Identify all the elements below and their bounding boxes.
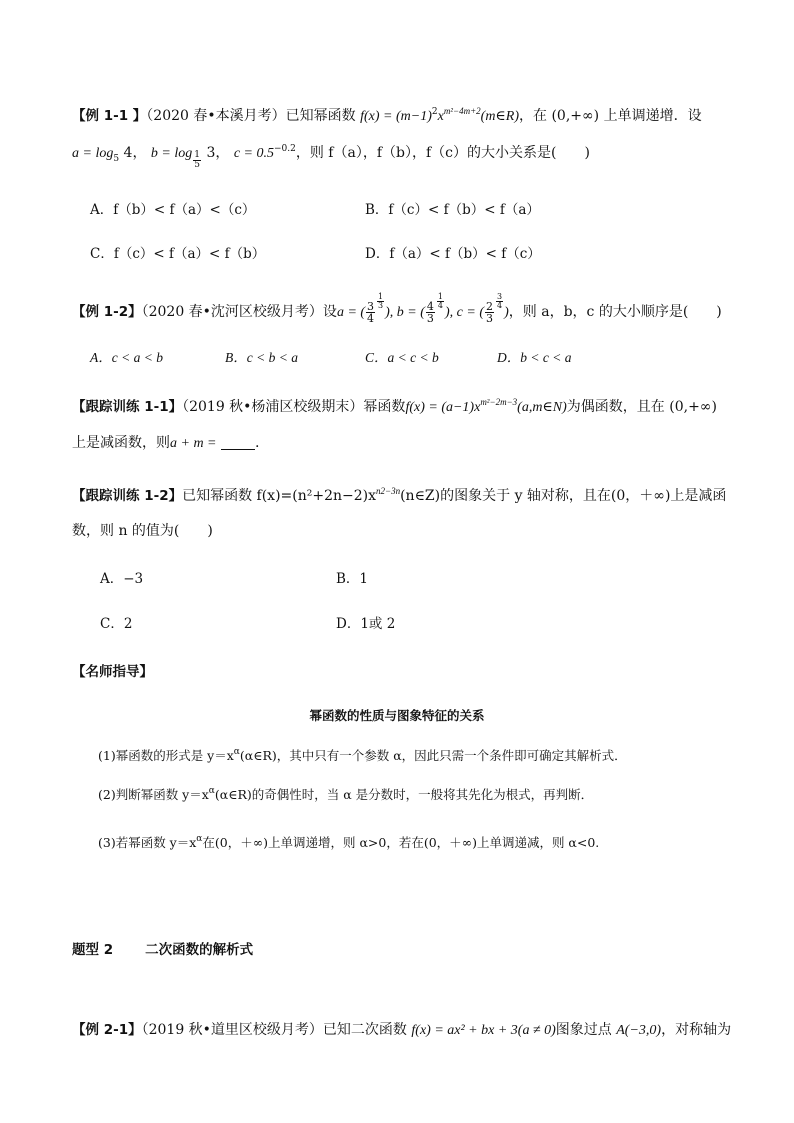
fraction: $\frac{4}{3}$ xyxy=(426,299,434,325)
example-tag: 【例 1-1 】 xyxy=(72,108,147,124)
example-source: （2020 春•沈河区校级月考）设 xyxy=(141,304,337,320)
example-1-1-line-2: $a = \log_5 4$， b = log $\frac{1}{5}$ 3， $c = 0.5^{-0.2}$，则 f（a），f（b），f（c）的大小关系是( ) xyxy=(72,144,590,170)
fraction: $\frac{3}{4}$ xyxy=(367,299,375,325)
training-tag: 【跟踪训练 1-1】 xyxy=(72,399,183,415)
answer-blank xyxy=(221,435,255,450)
option-a: A．f（b）< f（a）<（c） xyxy=(90,202,256,218)
question-text: ，则 f（a），f（b），f（c）的大小关系是( ) xyxy=(295,145,590,161)
example-tag: 【例 2-1】 xyxy=(72,1022,142,1038)
option-c: C．2 xyxy=(100,616,133,632)
option-c: C．f（c）< f（a）< f（b） xyxy=(90,246,266,262)
option-b: B．1 xyxy=(336,571,369,587)
example-1-2-line: 【例 1-2】（2020 春•沈河区校级月考）设a = ( $\frac{3}{4}$ $\frac{1}{3}$ ), b = ( $\frac{4}{3}$ $\frac{1}{4}$ ), c = ( $\frac{2}{3}$ $\frac{3}{4}$ )，则 a，b，c 的大小顺序是( ) xyxy=(72,292,722,325)
example-2-1-line: 【例 2-1】（2019 秋•道里区校级月考）已知二次函数 f(x) = ax² + bx + 3(a ≠ 0)图象过点 A(−3,0)，对称轴为 xyxy=(72,1022,732,1038)
exponent-fraction: $\frac{1}{4}$ xyxy=(437,292,444,310)
option-d: D．1或 2 xyxy=(336,616,396,632)
condition-text: ，在 (0,+∞) 上单调递增．设 xyxy=(519,108,702,124)
option-d: D．f（a）< f（b）< f（c） xyxy=(365,246,541,262)
section-label: 题型 2 xyxy=(72,942,114,958)
option-c: C．a < c < b xyxy=(365,350,439,365)
option-a: A．−3 xyxy=(100,571,144,587)
training-1-2-line-1: 【跟踪训练 1-2】已知幂函数 $f(x)=(n^2+2n-2)x^{n2-3n}(n\in Z)$的图象关于 y 轴对称，且在(0，＋∞)上是减函 xyxy=(72,486,727,504)
exponent-fraction: $\frac{1}{3}$ xyxy=(378,292,384,310)
exponent: m²−4m+2 xyxy=(443,106,481,116)
guide-point-2: (2)判断幂函数 $y=x^\alpha(\alpha\in R)$的奇偶性时，当 α 是分数时，一般将其先化为根式，再判断． xyxy=(98,786,594,802)
example-source: （2019 秋•道里区校级月考）已知二次函数 xyxy=(141,1022,407,1038)
example-source: （2020 春•本溪月考）已知幂函数 xyxy=(146,108,356,124)
section-heading xyxy=(72,940,253,960)
option-b: B．c < b < a xyxy=(225,350,298,365)
option-a: A．c < a < b xyxy=(90,350,163,365)
guide-title: 幂函数的性质与图象特征的关系 xyxy=(309,708,485,723)
guide-point-3: (3)若幂函数 $y=x^\alpha$在(0，＋∞)上单调递增，则 α>0，若在(0，＋∞)上单调递减，则 α<0. xyxy=(98,834,600,850)
guide-heading: 【名师指导】 xyxy=(72,664,153,680)
section-title: 二次函数的解析式 xyxy=(145,942,254,958)
training-tag: 【跟踪训练 1-2】 xyxy=(72,488,183,504)
training-1-1-line-1: 【跟踪训练 1-1】（2019 秋•杨浦区校级期末）幂函数$f(x) = (a-1)x^{m^2-2m-3}(a,m\in N)$为偶函数，且在 (0,+∞) xyxy=(72,397,717,415)
exponent-fraction: $\frac{3}{4}$ xyxy=(497,292,503,310)
log-base-fraction: $\frac{1}{5}$ xyxy=(194,150,200,170)
example-tag: 【例 1-2】 xyxy=(72,304,142,320)
question-text: ，则 a，b，c 的大小顺序是( ) xyxy=(508,304,722,320)
training-1-1-line-2: 上是减函数，则a + m = . xyxy=(72,435,260,451)
option-d: D．b < c < a xyxy=(497,350,572,365)
function-expression: f(x) = (m−1) xyxy=(360,109,432,124)
fraction: $\frac{2}{3}$ xyxy=(486,299,494,325)
training-source: （2019 秋•杨浦区校级期末）幂函数 xyxy=(182,399,406,415)
example-1-1-line-1: 【例 1-1 】（2020 春•本溪月考）已知幂函数 $f(x) = (m-1)^2x^{m^2-4m+2}(m\in R)$，在 (0,+∞) 上单调递增．设 xyxy=(72,106,702,124)
guide-point-1: (1)幂函数的形式是 $y=x^\alpha(\alpha\in R)$，其中只有一个参数 α，因此只需一个条件即可确定其解析式． xyxy=(98,747,627,763)
training-1-2-line-2: 数，则 n 的值为( ) xyxy=(72,523,213,539)
option-b: B．f（c）< f（b）< f（a） xyxy=(365,202,540,218)
